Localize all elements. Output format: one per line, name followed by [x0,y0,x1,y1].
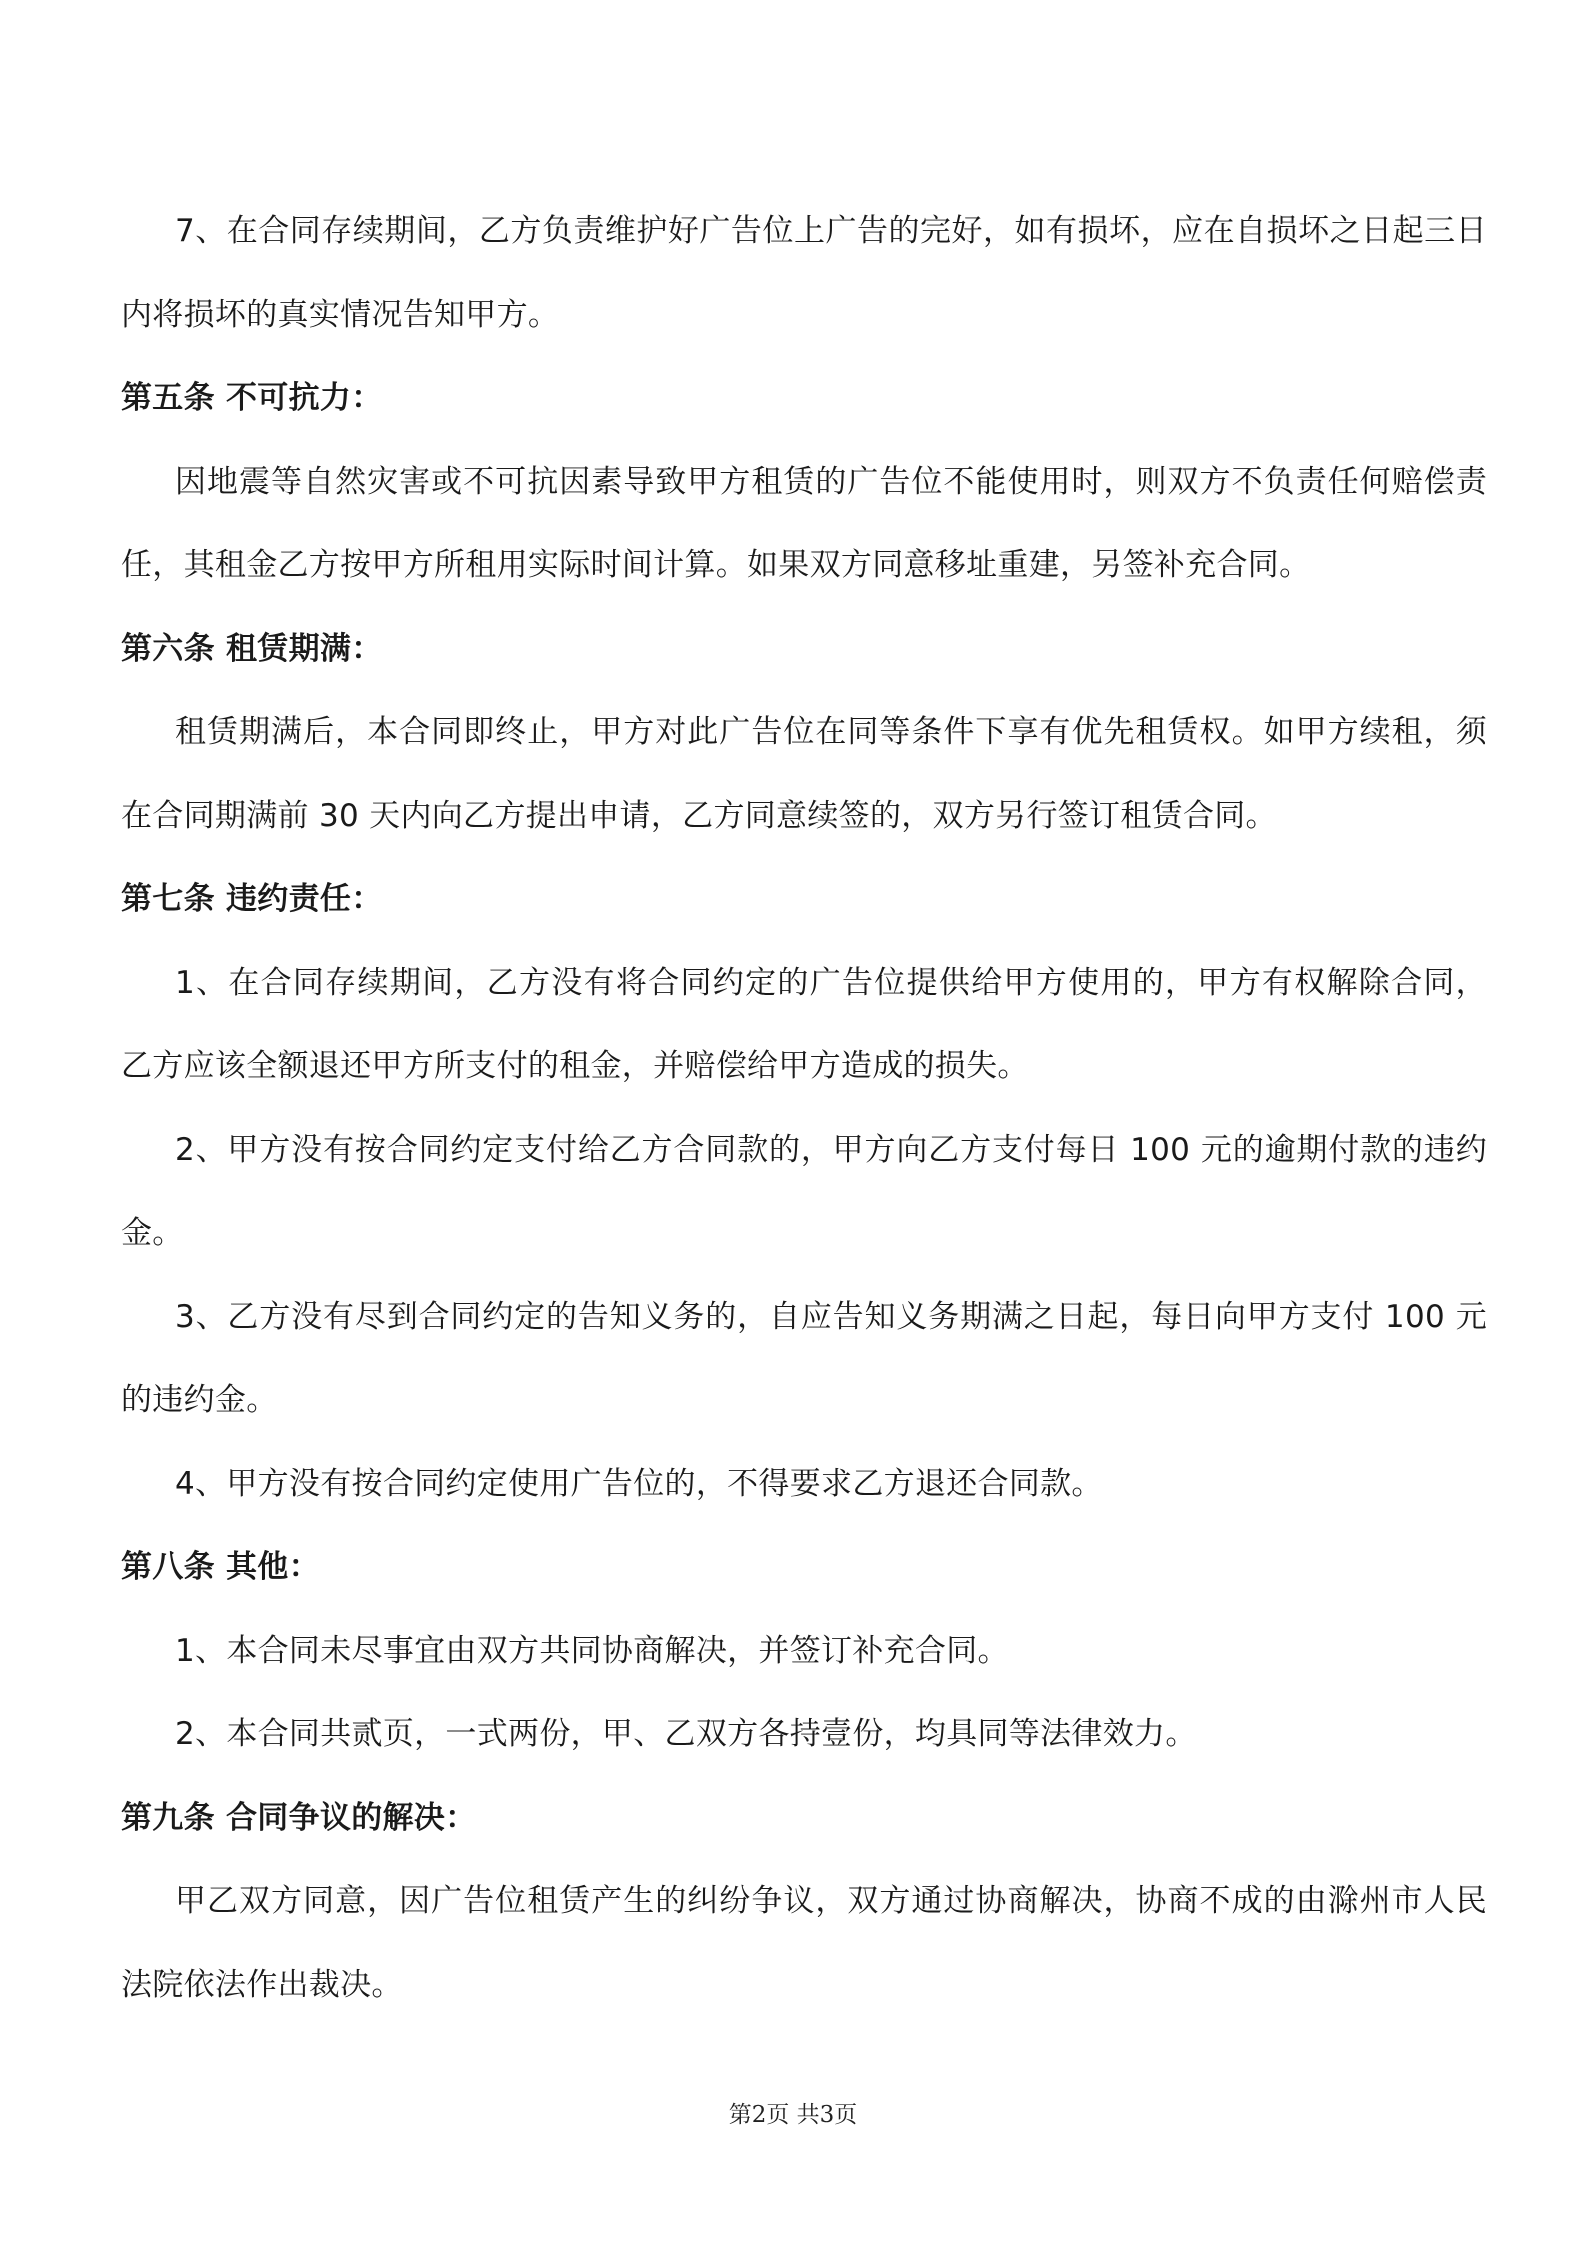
article-9-paragraph-line-2: 法院依法作出裁决。 [121,1967,403,2003]
article-7-item-1-line-1: 1、在合同存续期间，乙方没有将合同约定的广告位提供给甲方使用的，甲方有权解除合同， [175,965,1487,1001]
article-7-item-3-line-2: 的违约金。 [121,1382,278,1418]
article-5-heading: 第五条 不可抗力： [121,380,383,416]
article-5-paragraph-line-2: 任，其租金乙方按甲方所租用实际时间计算。如果双方同意移址重建，另签补充合同。 [121,547,1311,583]
article-7-item-3-line-1: 3、乙方没有尽到合同约定的告知义务的，自应告知义务期满之日起，每日向甲方支付 100 元 [175,1299,1487,1335]
article-7-item-4: 4、甲方没有按合同约定使用广告位的，不得要求乙方退还合同款。 [175,1466,1103,1502]
article-8-item-1: 1、本合同未尽事宜由双方共同协商解决，并签订补充合同。 [175,1633,1009,1669]
article-7-item-2-line-1: 2、甲方没有按合同约定支付给乙方合同款的，甲方向乙方支付每日 100 元的逾期付款的违约 [175,1132,1487,1168]
article-8-heading: 第八条 其他： [121,1549,320,1585]
article-6-heading: 第六条 租赁期满： [121,631,383,667]
page-number-footer: 第2页 共3页 [728,2102,858,2128]
article-6-paragraph-line-2: 在合同期满前 30 天内向乙方提出申请，乙方同意续签的，双方另行签订租赁合同。 [121,798,1277,834]
clause-4-item-7-line-1: 7、在合同存续期间，乙方负责维护好广告位上广告的完好，如有损坏，应在自损坏之日起三日 [175,213,1487,249]
article-9-heading: 第九条 合同争议的解决： [121,1800,477,1836]
article-7-item-1-line-2: 乙方应该全额退还甲方所支付的租金，并赔偿给甲方造成的损失。 [121,1048,1029,1084]
article-7-heading: 第七条 违约责任： [121,881,383,917]
article-9-paragraph-line-1: 甲乙双方同意，因广告位租赁产生的纠纷争议，双方通过协商解决，协商不成的由滁州市人民 [175,1883,1487,1919]
article-6-paragraph-line-1: 租赁期满后，本合同即终止，甲方对此广告位在同等条件下享有优先租赁权。如甲方续租，须 [175,714,1487,750]
clause-4-item-7-line-2: 内将损坏的真实情况告知甲方。 [121,297,560,333]
article-7-item-2-line-2: 金。 [121,1215,184,1251]
article-5-paragraph-line-1: 因地震等自然灾害或不可抗因素导致甲方租赁的广告位不能使用时，则双方不负责任何赔偿责 [175,464,1487,500]
article-8-item-2: 2、本合同共贰页，一式两份，甲、乙双方各持壹份，均具同等法律效力。 [175,1716,1197,1752]
